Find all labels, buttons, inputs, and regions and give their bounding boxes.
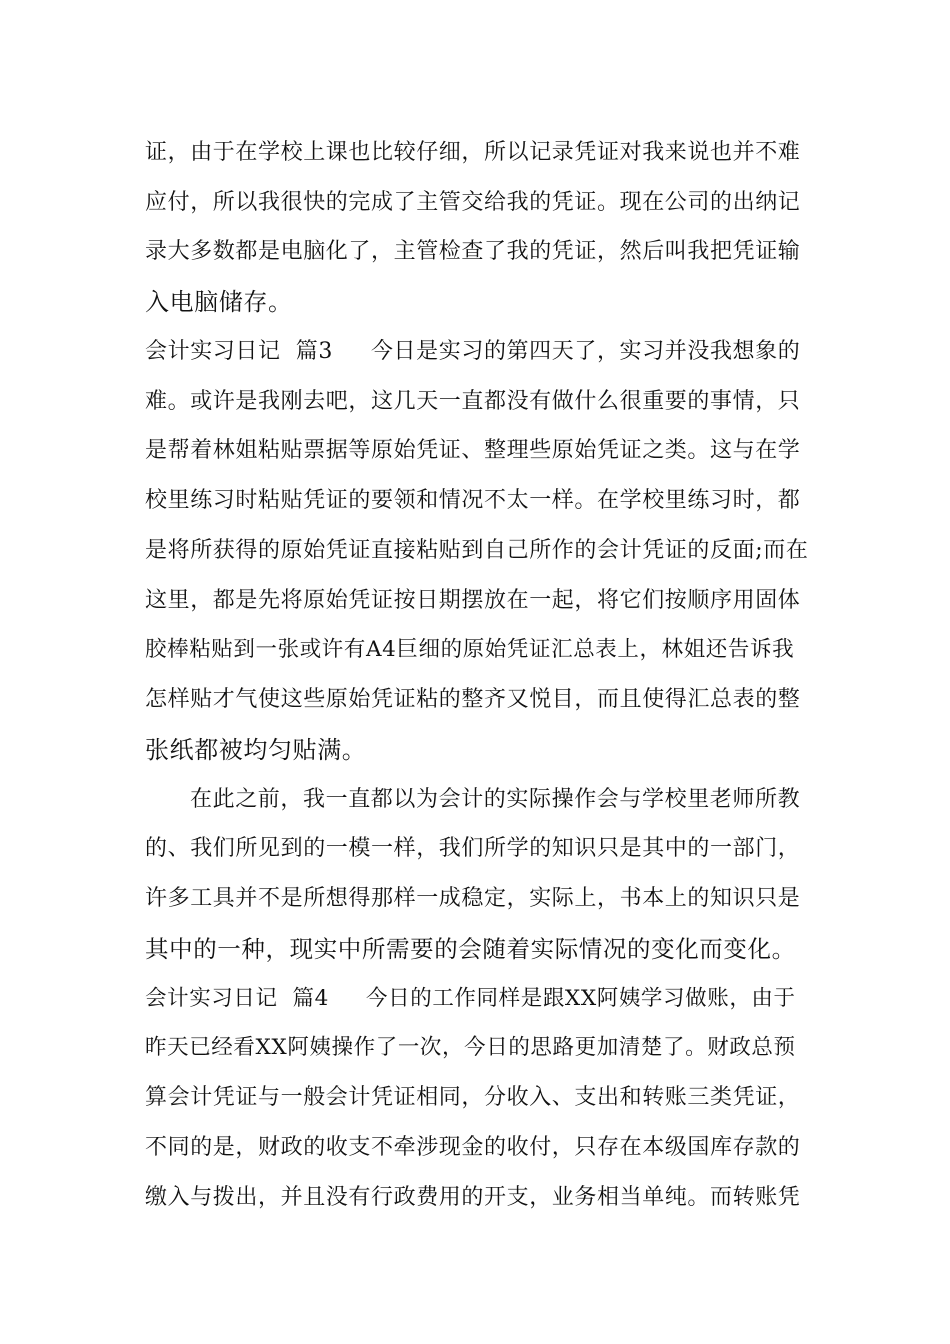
text-line: 昨天已经看XX阿姨操作了一次，今日的思路更加清楚了。财政总预 <box>145 1035 796 1060</box>
text-line: 是帮着林姐粘贴票据等原始凭证、整理些原始凭证之类。这与在学 <box>145 438 801 463</box>
text-line: 胶棒粘贴到一张或许有A4巨细的原始凭证汇总表上，林姐还告诉我 <box>145 637 795 662</box>
text-line: 校里练习时粘贴凭证的要领和情况不太一样。在学校里练习时，都 <box>145 488 801 513</box>
text-line: 入电脑储存。 <box>145 288 293 316</box>
text-line: 不同的是，财政的收支不牵涉现金的收付，只存在本级国库存款的 <box>145 1135 801 1160</box>
text-line: 张纸都被均匀贴满。 <box>145 736 367 764</box>
section-heading-line: 会计实习日记 篇4 今日的工作同样是跟XX阿姨学习做账，由于 <box>145 986 796 1011</box>
text-line: 是将所获得的原始凭证直接粘贴到自己所作的会计凭证的反面;而在 <box>145 538 809 563</box>
text-line: 难。或许是我刚去吧，这几天一直都没有做什么很重要的事情，只 <box>145 389 801 414</box>
text-line: 许多工具并不是所想得那样一成稳定，实际上，书本上的知识只是 <box>145 886 801 911</box>
section-heading-line: 会计实习日记 篇3 今日是实习的第四天了，实习并没我想象的 <box>145 339 801 364</box>
text-line: 其中的一种，现实中所需要的会随着实际情况的变化而变化。 <box>145 935 796 963</box>
text-line: 的、我们所见到的一模一样，我们所学的知识只是其中的一部门， <box>145 836 801 861</box>
text-line: 这里，都是先将原始凭证按日期摆放在一起，将它们按顺序用固体 <box>145 588 801 613</box>
text-line: 缴入与拨出，并且没有行政费用的开支，业务相当单纯。而转账凭 <box>145 1185 801 1210</box>
text-line: 怎样贴才气使这些原始凭证粘的整齐又悦目，而且使得汇总表的整 <box>145 687 801 712</box>
text-line: 应付，所以我很快的完成了主管交给我的凭证。现在公司的出纳记 <box>145 190 801 215</box>
text-line: 录大多数都是电脑化了，主管检查了我的凭证，然后叫我把凭证输 <box>145 239 801 264</box>
paragraph-start-line: 在此之前，我一直都以为会计的实际操作会与学校里老师所教 <box>190 787 801 812</box>
text-line: 证，由于在学校上课也比较仔细，所以记录凭证对我来说也并不难 <box>145 140 801 165</box>
text-line: 算会计凭证与一般会计凭证相同，分收入、支出和转账三类凭证， <box>145 1085 801 1110</box>
